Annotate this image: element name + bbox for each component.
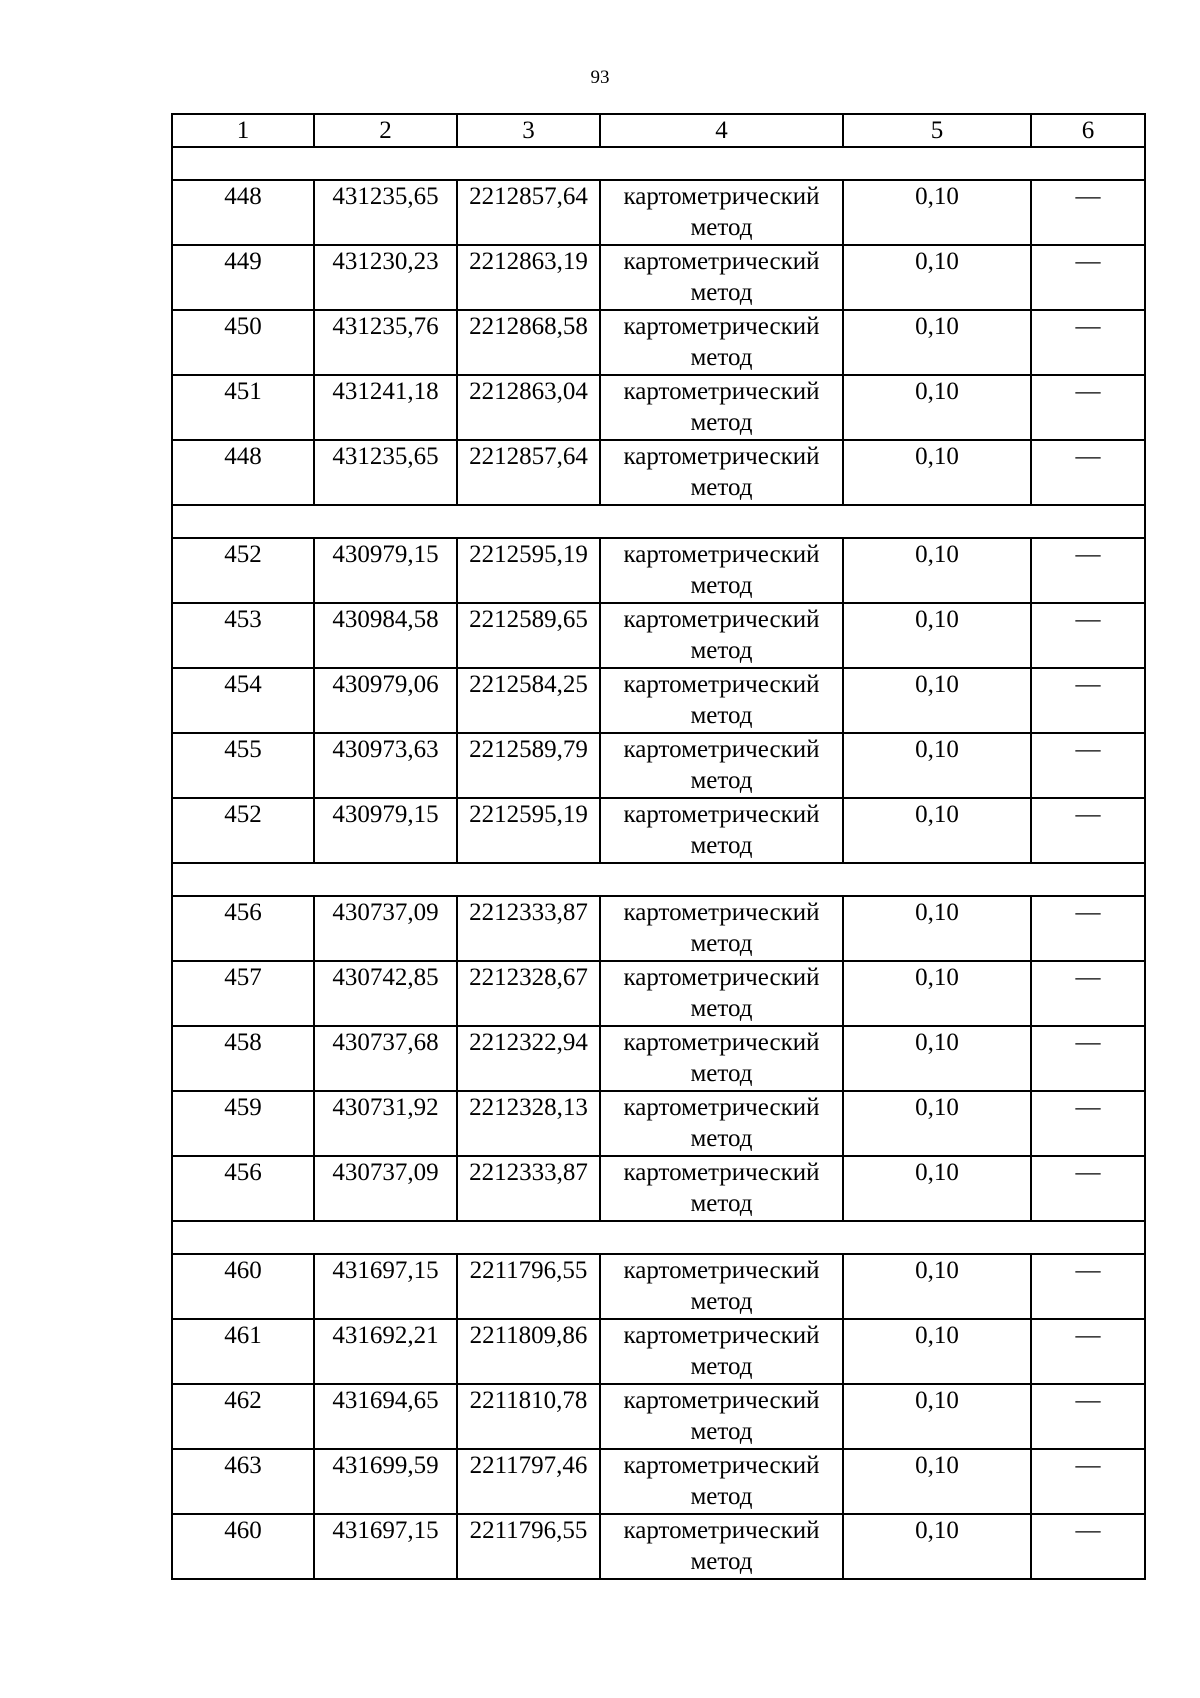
section-separator-cell xyxy=(172,1221,1145,1254)
method-text-line-2: метод xyxy=(690,344,753,371)
method-text-line-1: картометрический xyxy=(623,606,820,633)
description-cell: — xyxy=(1031,1319,1145,1384)
y-coordinate-cell: 2212595,19 xyxy=(457,538,600,603)
method-cell xyxy=(600,798,843,863)
method-cell xyxy=(600,1514,843,1579)
description-cell: — xyxy=(1031,798,1145,863)
y-coordinate-cell: 2212857,64 xyxy=(457,180,600,245)
method-text-line-2: метод xyxy=(690,279,753,306)
table-row xyxy=(172,1514,1145,1579)
description-cell: — xyxy=(1031,1156,1145,1221)
table-row xyxy=(172,245,1145,310)
method-cell xyxy=(600,440,843,505)
y-coordinate-cell: 2212589,79 xyxy=(457,733,600,798)
accuracy-cell: 0,10 xyxy=(843,733,1031,798)
method-text-line-2: метод xyxy=(690,1060,753,1087)
accuracy-cell: 0,10 xyxy=(843,1384,1031,1449)
x-coordinate-cell: 430979,15 xyxy=(314,798,457,863)
method-text-line-1: картометрический xyxy=(623,313,820,340)
method-text-line-2: метод xyxy=(690,214,753,241)
method-text-line-1: картометрический xyxy=(623,1322,820,1349)
method-cell xyxy=(600,961,843,1026)
method-text-line-2: метод xyxy=(690,767,753,794)
x-coordinate-cell: 431697,15 xyxy=(314,1254,457,1319)
x-coordinate-cell: 430973,63 xyxy=(314,733,457,798)
table-row xyxy=(172,538,1145,603)
accuracy-cell: 0,10 xyxy=(843,1254,1031,1319)
method-text-line-1: картометрический xyxy=(623,671,820,698)
x-coordinate-cell: 431235,65 xyxy=(314,180,457,245)
y-coordinate-cell: 2212333,87 xyxy=(457,896,600,961)
section-separator-row xyxy=(172,505,1145,538)
point-number-cell: 448 xyxy=(172,440,314,505)
description-cell: — xyxy=(1031,1449,1145,1514)
method-cell xyxy=(600,1319,843,1384)
table-row xyxy=(172,798,1145,863)
accuracy-cell: 0,10 xyxy=(843,896,1031,961)
point-number-cell: 452 xyxy=(172,798,314,863)
method-text-line-1: картометрический xyxy=(623,736,820,763)
x-coordinate-cell: 430737,09 xyxy=(314,1156,457,1221)
accuracy-cell: 0,10 xyxy=(843,1156,1031,1221)
method-text-line-2: метод xyxy=(690,1190,753,1217)
description-cell: — xyxy=(1031,668,1145,733)
accuracy-cell: 0,10 xyxy=(843,440,1031,505)
method-text-line-2: метод xyxy=(690,1353,753,1380)
section-separator-cell xyxy=(172,505,1145,538)
method-text-line-2: метод xyxy=(690,832,753,859)
method-cell xyxy=(600,1254,843,1319)
method-cell xyxy=(600,1091,843,1156)
table-row xyxy=(172,1319,1145,1384)
page-number: 93 xyxy=(590,67,610,88)
method-cell xyxy=(600,310,843,375)
accuracy-cell: 0,10 xyxy=(843,180,1031,245)
method-cell xyxy=(600,1449,843,1514)
method-text-line-1: картометрический xyxy=(623,248,820,275)
table-row xyxy=(172,310,1145,375)
method-text-line-2: метод xyxy=(690,409,753,436)
section-separator-row xyxy=(172,863,1145,896)
y-coordinate-cell: 2212595,19 xyxy=(457,798,600,863)
point-number-cell: 463 xyxy=(172,1449,314,1514)
method-text-line-2: метод xyxy=(690,1288,753,1315)
method-text-line-2: метод xyxy=(690,930,753,957)
point-number-cell: 453 xyxy=(172,603,314,668)
table-row xyxy=(172,440,1145,505)
y-coordinate-cell: 2211797,46 xyxy=(457,1449,600,1514)
point-number-cell: 456 xyxy=(172,896,314,961)
accuracy-cell: 0,10 xyxy=(843,538,1031,603)
table-row xyxy=(172,1384,1145,1449)
table-row xyxy=(172,733,1145,798)
header-row xyxy=(172,114,1145,147)
x-coordinate-cell: 430984,58 xyxy=(314,603,457,668)
y-coordinate-cell: 2212328,13 xyxy=(457,1091,600,1156)
y-coordinate-cell: 2211810,78 xyxy=(457,1384,600,1449)
point-number-cell: 449 xyxy=(172,245,314,310)
method-text-line-1: картометрический xyxy=(623,443,820,470)
accuracy-cell: 0,10 xyxy=(843,1319,1031,1384)
y-coordinate-cell: 2212584,25 xyxy=(457,668,600,733)
x-coordinate-cell: 431694,65 xyxy=(314,1384,457,1449)
description-cell: — xyxy=(1031,180,1145,245)
x-coordinate-cell: 430979,15 xyxy=(314,538,457,603)
x-coordinate-cell: 430737,68 xyxy=(314,1026,457,1091)
method-cell xyxy=(600,603,843,668)
table-row xyxy=(172,896,1145,961)
x-coordinate-cell: 431230,23 xyxy=(314,245,457,310)
y-coordinate-cell: 2212868,58 xyxy=(457,310,600,375)
description-cell: — xyxy=(1031,1091,1145,1156)
point-number-cell: 450 xyxy=(172,310,314,375)
method-text-line-2: метод xyxy=(690,995,753,1022)
section-separator-cell xyxy=(172,147,1145,180)
x-coordinate-cell: 431699,59 xyxy=(314,1449,457,1514)
method-text-line-1: картометрический xyxy=(623,541,820,568)
method-text-line-1: картометрический xyxy=(623,378,820,405)
header-cell-1: 1 xyxy=(172,114,314,147)
method-cell xyxy=(600,180,843,245)
accuracy-cell: 0,10 xyxy=(843,668,1031,733)
point-number-cell: 456 xyxy=(172,1156,314,1221)
table-row xyxy=(172,668,1145,733)
table-row xyxy=(172,1156,1145,1221)
y-coordinate-cell: 2211796,55 xyxy=(457,1254,600,1319)
table-row xyxy=(172,375,1145,440)
accuracy-cell: 0,10 xyxy=(843,1091,1031,1156)
coordinates-table xyxy=(171,113,1146,1580)
method-text-line-2: метод xyxy=(690,1548,753,1575)
method-text-line-1: картометрический xyxy=(623,1257,820,1284)
header-cell-5: 5 xyxy=(843,114,1031,147)
point-number-cell: 452 xyxy=(172,538,314,603)
table-row xyxy=(172,1254,1145,1319)
method-text-line-1: картометрический xyxy=(623,1029,820,1056)
accuracy-cell: 0,10 xyxy=(843,1514,1031,1579)
x-coordinate-cell: 431697,15 xyxy=(314,1514,457,1579)
y-coordinate-cell: 2212857,64 xyxy=(457,440,600,505)
method-text-line-2: метод xyxy=(690,474,753,501)
method-text-line-1: картометрический xyxy=(623,183,820,210)
accuracy-cell: 0,10 xyxy=(843,603,1031,668)
method-text-line-2: метод xyxy=(690,702,753,729)
method-text-line-2: метод xyxy=(690,637,753,664)
accuracy-cell: 0,10 xyxy=(843,245,1031,310)
description-cell: — xyxy=(1031,1514,1145,1579)
method-cell xyxy=(600,1026,843,1091)
section-separator-row xyxy=(172,1221,1145,1254)
table-row xyxy=(172,961,1145,1026)
description-cell: — xyxy=(1031,603,1145,668)
description-cell: — xyxy=(1031,1026,1145,1091)
method-text-line-2: метод xyxy=(690,1483,753,1510)
method-text-line-2: метод xyxy=(690,1125,753,1152)
section-separator-row xyxy=(172,147,1145,180)
header-cell-2: 2 xyxy=(314,114,457,147)
description-cell: — xyxy=(1031,1384,1145,1449)
method-cell xyxy=(600,538,843,603)
description-cell: — xyxy=(1031,1254,1145,1319)
y-coordinate-cell: 2212863,04 xyxy=(457,375,600,440)
point-number-cell: 462 xyxy=(172,1384,314,1449)
description-cell: — xyxy=(1031,733,1145,798)
table-row xyxy=(172,180,1145,245)
header-cell-6: 6 xyxy=(1031,114,1145,147)
method-text-line-1: картометрический xyxy=(623,1094,820,1121)
header-cell-3: 3 xyxy=(457,114,600,147)
accuracy-cell: 0,10 xyxy=(843,1026,1031,1091)
description-cell: — xyxy=(1031,961,1145,1026)
description-cell: — xyxy=(1031,896,1145,961)
method-text-line-1: картометрический xyxy=(623,1159,820,1186)
accuracy-cell: 0,10 xyxy=(843,375,1031,440)
method-text-line-1: картометрический xyxy=(623,1387,820,1414)
method-cell xyxy=(600,733,843,798)
method-cell xyxy=(600,375,843,440)
point-number-cell: 454 xyxy=(172,668,314,733)
method-text-line-1: картометрический xyxy=(623,1452,820,1479)
method-cell xyxy=(600,1384,843,1449)
point-number-cell: 459 xyxy=(172,1091,314,1156)
point-number-cell: 451 xyxy=(172,375,314,440)
point-number-cell: 460 xyxy=(172,1514,314,1579)
method-cell xyxy=(600,1156,843,1221)
table-row xyxy=(172,1026,1145,1091)
y-coordinate-cell: 2212322,94 xyxy=(457,1026,600,1091)
method-text-line-2: метод xyxy=(690,1418,753,1445)
method-text-line-1: картометрический xyxy=(623,899,820,926)
header-cell-4: 4 xyxy=(600,114,843,147)
y-coordinate-cell: 2211809,86 xyxy=(457,1319,600,1384)
description-cell: — xyxy=(1031,440,1145,505)
point-number-cell: 460 xyxy=(172,1254,314,1319)
x-coordinate-cell: 430731,92 xyxy=(314,1091,457,1156)
point-number-cell: 457 xyxy=(172,961,314,1026)
accuracy-cell: 0,10 xyxy=(843,310,1031,375)
accuracy-cell: 0,10 xyxy=(843,798,1031,863)
description-cell: — xyxy=(1031,245,1145,310)
y-coordinate-cell: 2212333,87 xyxy=(457,1156,600,1221)
point-number-cell: 458 xyxy=(172,1026,314,1091)
coordinates-table-body xyxy=(172,114,1145,1579)
method-cell xyxy=(600,896,843,961)
section-separator-cell xyxy=(172,863,1145,896)
y-coordinate-cell: 2212328,67 xyxy=(457,961,600,1026)
x-coordinate-cell: 431235,76 xyxy=(314,310,457,375)
method-cell xyxy=(600,668,843,733)
table-row xyxy=(172,1091,1145,1156)
point-number-cell: 461 xyxy=(172,1319,314,1384)
x-coordinate-cell: 430979,06 xyxy=(314,668,457,733)
method-text-line-1: картометрический xyxy=(623,801,820,828)
description-cell: — xyxy=(1031,310,1145,375)
method-text-line-1: картометрический xyxy=(623,1517,820,1544)
accuracy-cell: 0,10 xyxy=(843,961,1031,1026)
point-number-cell: 448 xyxy=(172,180,314,245)
x-coordinate-cell: 430737,09 xyxy=(314,896,457,961)
method-text-line-2: метод xyxy=(690,572,753,599)
x-coordinate-cell: 430742,85 xyxy=(314,961,457,1026)
x-coordinate-cell: 431692,21 xyxy=(314,1319,457,1384)
x-coordinate-cell: 431241,18 xyxy=(314,375,457,440)
accuracy-cell: 0,10 xyxy=(843,1449,1031,1514)
method-text-line-1: картометрический xyxy=(623,964,820,991)
method-cell xyxy=(600,245,843,310)
x-coordinate-cell: 431235,65 xyxy=(314,440,457,505)
y-coordinate-cell: 2212589,65 xyxy=(457,603,600,668)
y-coordinate-cell: 2212863,19 xyxy=(457,245,600,310)
y-coordinate-cell: 2211796,55 xyxy=(457,1514,600,1579)
table-row xyxy=(172,603,1145,668)
point-number-cell: 455 xyxy=(172,733,314,798)
description-cell: — xyxy=(1031,375,1145,440)
table-row xyxy=(172,1449,1145,1514)
description-cell: — xyxy=(1031,538,1145,603)
